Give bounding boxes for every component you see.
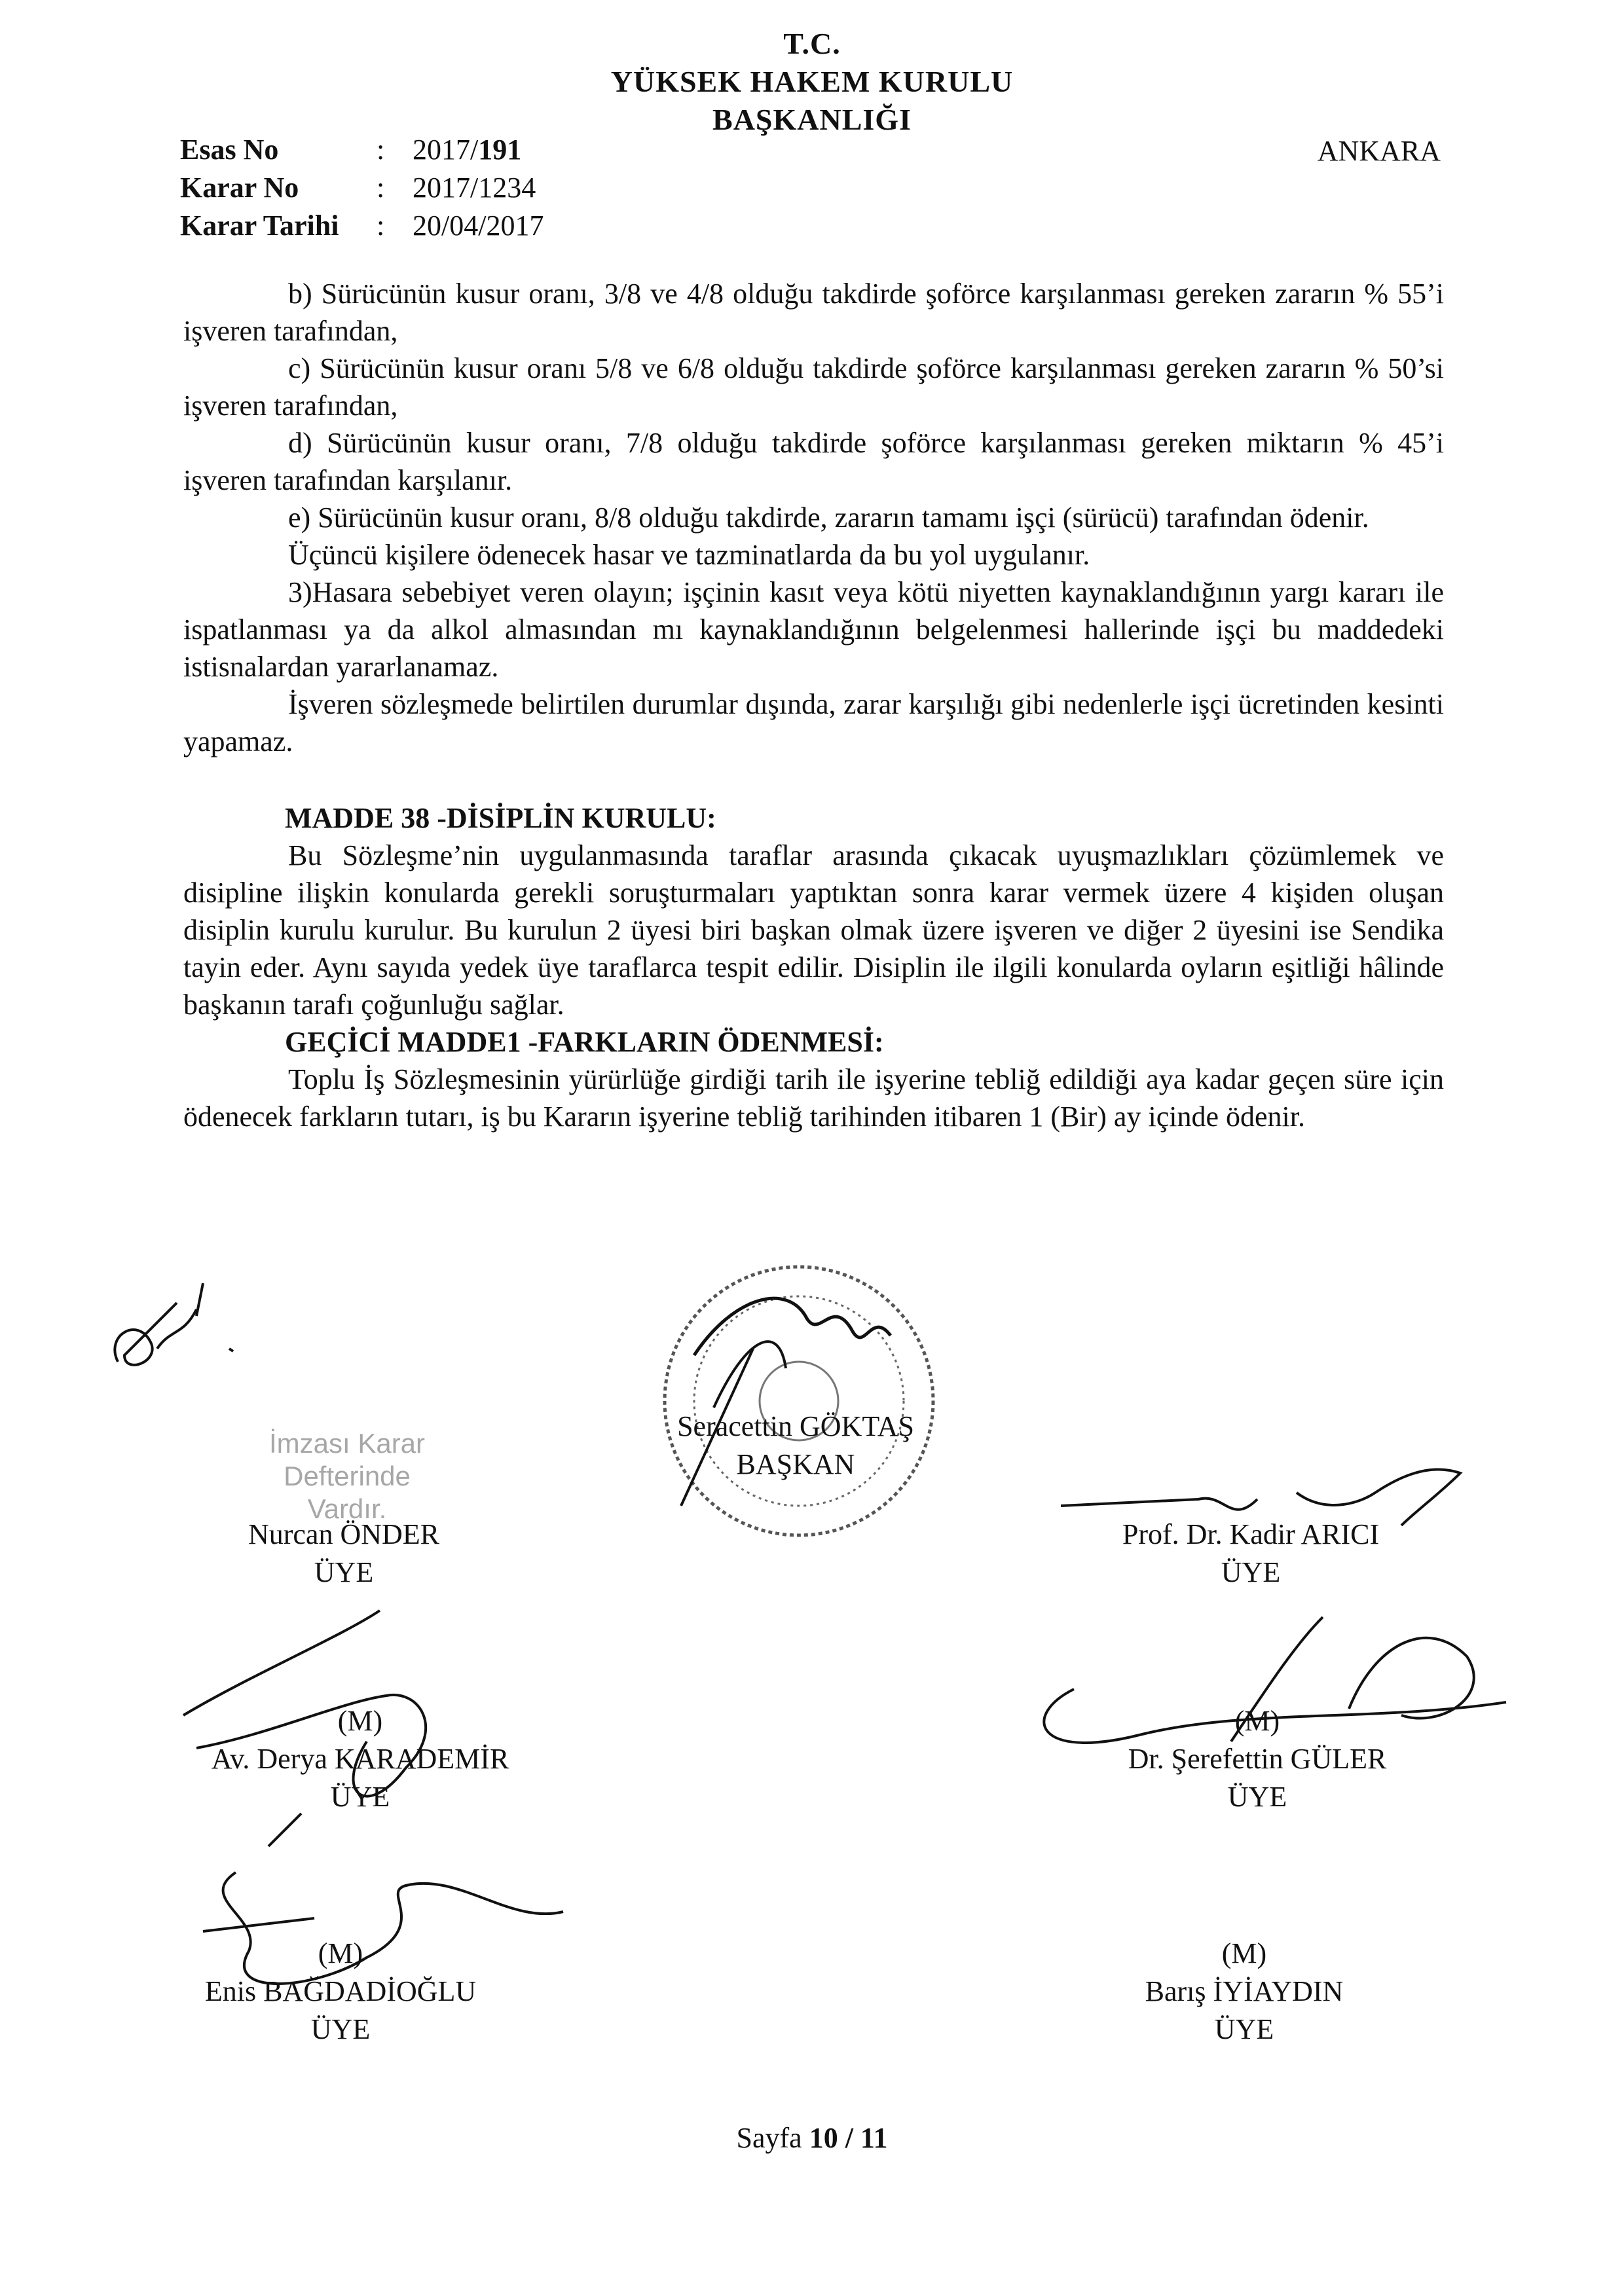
signature-onder [196, 1516, 491, 1592]
arici-name: Prof. Dr. Kadir ARICI [1122, 1518, 1380, 1550]
tarih-row [180, 207, 544, 245]
guler-mark: (M) [1234, 1705, 1280, 1737]
bagdadioglu-mark: (M) [318, 1937, 363, 1969]
case-meta [180, 131, 544, 245]
karademir-mark: (M) [337, 1705, 383, 1737]
heading-gecici-madde: GEÇİCİ MADDE1 -FARKLARIN ÖDENMESİ: [285, 1026, 884, 1058]
note-line-2: Vardır. [307, 1493, 387, 1524]
karar-value: 2017/1234 [413, 172, 536, 204]
esas-value-prefix: 2017/ [413, 134, 479, 166]
page-total: 11 [860, 2122, 888, 2154]
tarih-value: 20/04/2017 [413, 210, 544, 242]
baskan-name: Seracettin GÖKTAŞ [677, 1410, 914, 1442]
page-separator: / [845, 2122, 853, 2154]
signature-iyiaydin [1074, 1935, 1414, 2049]
paragraph-gecici-madde: Toplu İş Sözleşmesinin yürürlüğe girdiği tarih ile işyerine tebliğ edildiği aya kadar geçen süre için ödenecek farkların tutarı, iş bu Kararın işyerine tebliğ tarihinden itibaren 1 (Bir) ay içinde ödenir. [183, 1063, 1444, 1133]
city: ANKARA [1317, 135, 1441, 167]
paragraph-3: 3)Hasara sebebiyet veren olayın; işçinin kasıt veya kötü niyetten kaynaklandığının yargı kararı ile ispatlanması ya da alkol almasından mı kaynaklandığının belgelenmesi hallerinde işçi bu maddedeki istisnalardan yararlanamaz. [183, 576, 1444, 683]
esas-label: Esas No [180, 134, 279, 166]
header-presidency: BAŞKANLIĞI [712, 103, 912, 136]
karar-label: Karar No [180, 172, 299, 204]
karar-colon: : [377, 172, 385, 204]
page-number [0, 2121, 1624, 2155]
iyiaydin-name: Barış İYİAYDIN [1145, 1975, 1344, 2007]
signature-arici [1067, 1516, 1434, 1592]
document-body [183, 275, 1444, 1135]
esas-colon: : [377, 134, 385, 166]
iyiaydin-role: ÜYE [1214, 2013, 1274, 2045]
karar-row [180, 169, 544, 207]
paragraph-third-parties: Üçüncü kişilere ödenecek hasar ve tazminatlarda da bu yol uygulanır. [288, 539, 1090, 571]
paragraph-madde-38: Bu Sözleşme’nin uygulanmasında taraflar arasında çıkacak uyuşmazlıkları çözümlemek ve disipline ilişkin konularda gerekli soruşturmaları yaptıktan sonra karar vermek üzere 4 kişiden oluşan disiplin kurulu kurulur. Bu kurulun 2 üyesi biri başkan olmak üzere işveren ve diğer 2 üyesini ise Sendika tayin eder. Aynı sayıda yedek üye taraflarca tespit edilir. Disiplin ile ilgili konularda oyların eşitliği hâlinde başkanın tarafı çoğunluğu sağlar. [183, 839, 1444, 1021]
bagdadioglu-role: ÜYE [310, 2013, 371, 2045]
esas-row [180, 131, 544, 169]
signature-guler [1074, 1702, 1441, 1816]
signature-baskan [648, 1408, 943, 1484]
iyiaydin-mark: (M) [1221, 1937, 1267, 1969]
note-line-1: İmzası Karar Defterinde [268, 1428, 426, 1491]
page-label: Sayfa [736, 2122, 802, 2154]
signature-register-note [210, 1427, 485, 1525]
esas-value-bold: 191 [478, 134, 522, 166]
bagdadioglu-name: Enis BAĞDADİOĞLU [204, 1975, 477, 2007]
arici-role: ÜYE [1221, 1556, 1281, 1588]
paragraph-c: c) Sürücünün kusur oranı 5/8 ve 6/8 olduğu takdirde şoförce karşılanması gereken zararın % 50’si işveren tarafından, [183, 352, 1444, 422]
header-institution: YÜKSEK HAKEM KURULU [610, 65, 1014, 98]
baskan-role: BAŞKAN [736, 1448, 855, 1480]
tarih-colon: : [377, 210, 385, 242]
official-seal-icon [655, 1257, 943, 1545]
karademir-role: ÜYE [330, 1781, 390, 1813]
initials-mark [98, 1264, 242, 1408]
header-tc: T.C. [783, 27, 841, 60]
guler-name: Dr. Şerefettin GÜLER [1128, 1743, 1387, 1775]
heading-madde-38: MADDE 38 -DİSİPLİN KURULU: [285, 802, 716, 834]
karademir-name: Av. Derya KARADEMİR [211, 1743, 509, 1775]
signature-bagdadioglu [177, 1935, 504, 2049]
signature-karademir [177, 1702, 544, 1816]
onder-name: Nurcan ÖNDER [248, 1518, 440, 1550]
paragraph-isveren: İşveren sözleşmede belirtilen durumlar dışında, zarar karşılığı gibi nedenlerle işçi ücretinden kesinti yapamaz. [183, 688, 1444, 757]
onder-role: ÜYE [314, 1556, 374, 1588]
page-current: 10 [809, 2122, 838, 2154]
guler-role: ÜYE [1227, 1781, 1287, 1813]
paragraph-e: e) Sürücünün kusur oranı, 8/8 olduğu takdirde, zararın tamamı işçi (sürücü) tarafından ödenir. [288, 501, 1369, 534]
paragraph-b: b) Sürücünün kusur oranı, 3/8 ve 4/8 olduğu takdirde şoförce karşılanması gereken zararın % 55’i işveren tarafından, [183, 278, 1444, 347]
paragraph-d: d) Sürücünün kusur oranı, 7/8 olduğu takdirde şoförce karşılanması gereken miktarın % 45’i işveren tarafından karşılanır. [183, 427, 1444, 496]
tarih-label: Karar Tarihi [180, 210, 339, 242]
